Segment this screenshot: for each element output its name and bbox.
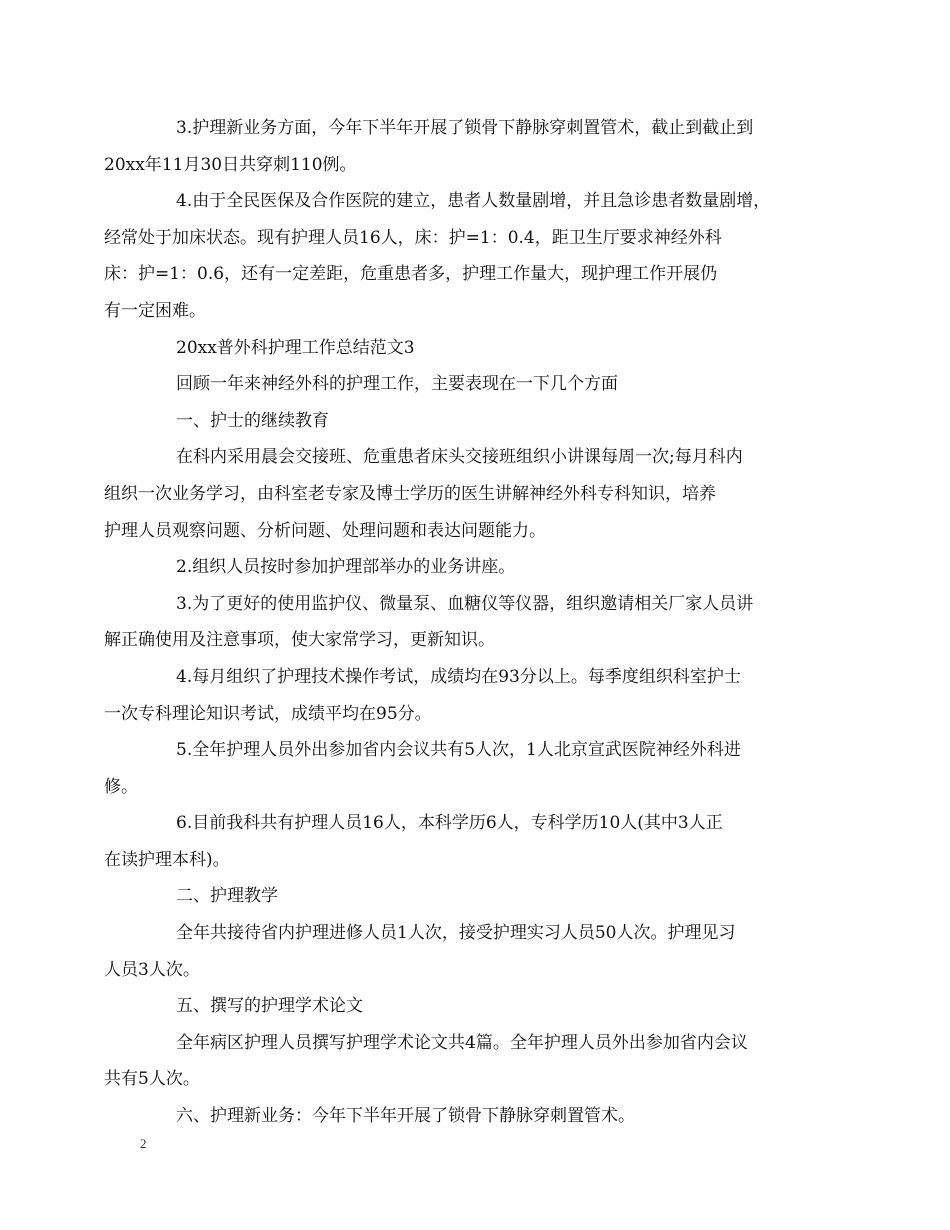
text-line: 解正确使用及注意事项，使大家常学习，更新知识。 <box>104 630 495 651</box>
text-line: 2.组织人员按时参加护理部举办的业务讲座。 <box>176 557 516 578</box>
text-line: 五、撰写的护理学术论文 <box>176 996 363 1017</box>
paragraph <box>140 988 820 1025</box>
text-line: 20xx年11月30日共穿刺110例。 <box>104 154 357 175</box>
text-line: 在科内采用晨会交接班、危重患者床头交接班组织小讲课每周一次;每月科内 <box>176 447 743 468</box>
text-line: 在读护理本科)。 <box>104 849 230 870</box>
text-line: 修。 <box>104 776 138 797</box>
text-line: 4.每月组织了护理技术操作考试，成绩均在93分以上。每季度组织科室护士 <box>176 666 741 687</box>
text-line: 护理人员观察问题、分析问题、处理问题和表达问题能力。 <box>104 520 546 541</box>
paragraph <box>140 366 820 403</box>
paragraph <box>104 110 820 183</box>
paragraph <box>104 183 820 329</box>
text-line: 3.为了更好的使用监护仪、微量泵、血糖仪等仪器，组织邀请相关厂家人员讲 <box>176 593 754 614</box>
text-line: 共有5人次。 <box>104 1069 200 1090</box>
text-line: 一次专科理论知识考试，成绩平均在95分。 <box>104 703 432 724</box>
paragraph <box>104 439 820 549</box>
paragraph <box>104 732 820 805</box>
text-line: 5.全年护理人员外出参加省内会议共有5人次，1人北京宣武医院神经外科进 <box>176 740 741 761</box>
text-line: 回顾一年来神经外科的护理工作，主要表现在一下几个方面 <box>176 374 618 395</box>
text-line: 全年共接待省内护理进修人员1人次，接受护理实习人员50人次。护理见习 <box>176 923 736 944</box>
text-line: 床：护=1：0.6，还有一定差距，危重患者多，护理工作量大，现护理工作开展仍 <box>104 264 718 285</box>
text-line: 一、护士的继续教育 <box>176 410 329 431</box>
text-line: 20xx普外科护理工作总结范文3 <box>176 337 415 358</box>
document-body <box>104 110 820 1135</box>
paragraph <box>140 403 820 440</box>
paragraph <box>104 805 820 878</box>
paragraph <box>140 549 820 586</box>
text-line: 全年病区护理人员撰写护理学术论文共4篇。全年护理人员外出参加省内会议 <box>176 1032 748 1053</box>
paragraph <box>104 659 820 732</box>
paragraph <box>104 586 820 659</box>
paragraph <box>140 878 820 915</box>
text-line: 人员3人次。 <box>104 959 200 980</box>
paragraph <box>104 1025 820 1098</box>
paragraph <box>140 1098 820 1135</box>
text-line: 4.由于全民医保及合作医院的建立，患者人数量剧增，并且急诊患者数量剧增， <box>176 191 771 212</box>
page-number: 2 <box>140 1136 147 1151</box>
text-line: 有一定困难。 <box>104 300 206 321</box>
paragraph <box>140 330 820 367</box>
paragraph <box>104 915 820 988</box>
text-line: 六、护理新业务：今年下半年开展了锁骨下静脉穿刺置管术。 <box>176 1106 635 1127</box>
text-line: 组织一次业务学习，由科室老专家及博士学历的医生讲解神经外科专科知识，培养 <box>104 483 716 504</box>
text-line: 经常处于加床状态。现有护理人员16人，床：护=1：0.4，距卫生厅要求神经外科 <box>104 227 722 248</box>
text-line: 6.目前我科共有护理人员16人，本科学历6人，专科学历10人(其中3人正 <box>176 813 723 834</box>
text-line: 3.护理新业务方面，今年下半年开展了锁骨下静脉穿刺置管术，截止到截止到 <box>176 118 754 138</box>
text-line: 二、护理教学 <box>176 886 278 907</box>
